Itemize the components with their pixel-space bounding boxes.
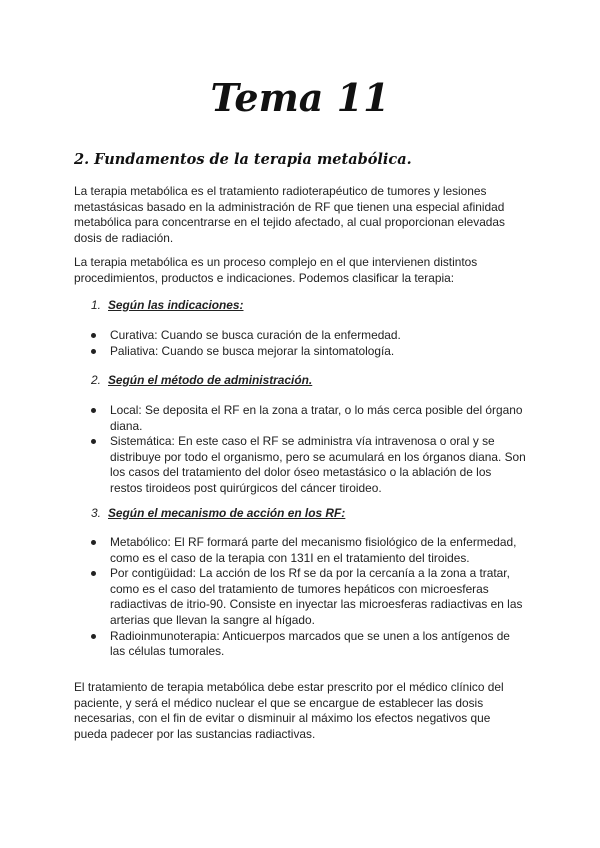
list-item-text: Local: Se deposita el RF en la zona a tratar, o lo más cerca posible del órgano diana. [110,403,523,433]
intro-paragraph-2: La terapia metabólica es un proceso complejo en el que intervienen distintos procedimientos, productos e indicaciones. Podemos clasificar la terapia: [74,255,478,285]
section-title: 2. Fundamentos de la terapia metabólica. [74,151,412,168]
classification-label: Según el mecanismo de acción en los RF: [108,506,346,520]
classification-label: Según las indicaciones: [108,298,244,312]
classification-number: 2. [91,373,101,387]
classification-heading-2 [91,373,312,389]
list-item [91,535,526,566]
classification-number: 3. [91,506,101,520]
bullet-list-administracion [91,403,526,497]
list-item [91,629,526,660]
list-item [91,328,526,344]
list-item [91,344,526,360]
classification-label: Según el método de administración. [108,373,313,387]
document-title: Tema 11 [210,75,390,120]
list-item-text: Metabólico: El RF formará parte del mecanismo fisiológico de la enfermedad, como es el caso de la terapia con 131I en el tratamiento del tiroides. [110,535,517,565]
bullet-list-mecanismo [91,535,526,660]
list-item-text: Curativa: Cuando se busca curación de la enfermedad. [110,328,401,342]
list-item-text: Por contigüidad: La acción de los Rf se da por la cercanía a la zona a tratar, como es el caso del tratamiento de tumores hepáticos con microesferas radiactivas de itrio-90. Consiste en inyectar las microesferas radiactivas en las arterias que llevan la sangre al hígado. [110,566,523,627]
bullet-icon [91,634,96,639]
list-item-text: Sistemática: En este caso el RF se administra vía intravenosa o oral y se distribuye por todo el organismo, pero se acumulará en los órganos diana. Son los casos del tratamiento del dolor óseo metastásico o la ablación de los restos tiroideos post quirúrgicos del cáncer tiroideo. [110,434,526,495]
classification-heading-3 [91,506,345,522]
list-item-text: Radioinmunoterapia: Anticuerpos marcados que se unen a los antígenos de las células tumorales. [110,628,510,659]
bullet-list-indicaciones [91,328,526,359]
classification-heading-1 [91,298,243,314]
bullet-icon [91,540,96,545]
classification-number: 1. [91,298,101,312]
bullet-icon [91,333,96,338]
bullet-icon [91,349,96,354]
bullet-icon [91,439,96,444]
intro-paragraph-1: La terapia metabólica es el tratamiento radioterapéutico de tumores y lesiones metastásicas basado en la administración de RF que tienen una especial afinidad metabólica para concentrarse en el tejido afectado, al cual proporcionan elevadas dosis de radiación. [74,184,505,245]
closing-paragraph: El tratamiento de terapia metabólica debe estar prescrito por el médico clínico del paciente, y será el médico nuclear el que se encargue de establecer las dosis necesarias, con el fin de evitar o disminuir al máximo los efectos negativos que pueda padecer por las sustancias radiactivas. [74,680,504,741]
bullet-icon [91,571,96,576]
list-item [91,566,526,628]
list-item-text: Paliativa: Cuando se busca mejorar la sintomatología. [110,343,395,358]
list-item [91,434,526,496]
list-item [91,403,526,434]
bullet-icon [91,408,96,413]
